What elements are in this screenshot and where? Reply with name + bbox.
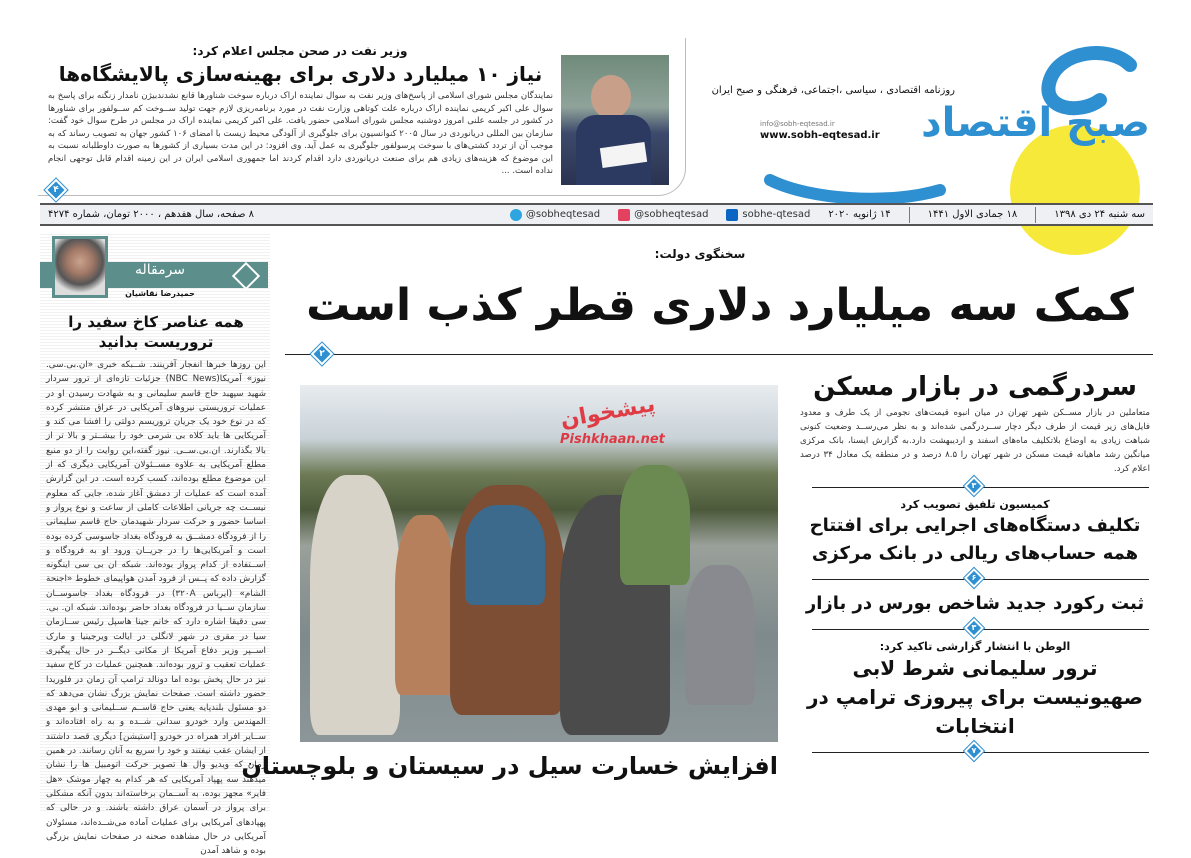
page-number: ۳: [971, 481, 977, 490]
masthead-name: صبح اقتصاد: [921, 100, 1150, 146]
page-number: ۳: [971, 623, 977, 632]
issue-info: ۸ صفحه، سال هفدهم ، ۲۰۰۰ تومان، شماره ۴۲۷۴: [48, 209, 255, 220]
masthead-website[interactable]: www.sobh-eqtesad.ir: [760, 130, 880, 141]
divider: [285, 354, 1153, 355]
right-column: [795, 368, 1155, 813]
accounts-kicker: کمیسیون تلفیق تصویب کرد: [900, 498, 1050, 511]
author-photo: [52, 236, 108, 298]
masthead-tagline: روزنامه اقتصادی ، سیاسی ،اجتماعی، فرهنگی و صبح ایران: [711, 85, 955, 96]
page-badge[interactable]: [964, 568, 984, 588]
masthead-email[interactable]: info@sobh-eqtesad.ir: [760, 120, 835, 128]
housing-body: متعاملین در بازار مســکن شهر تهران در میان انبوه قیمت‌های نجومی از یک طرف و معدود فایل‌های زیر قیمت از طرف دیگر دچار ســردرگمی شده‌اند و به نظر می‌رســد وضعیت کنونی شباهت زیادی به اوضاع بلاتکلیف ماه‌های اسفند و اردیبهشت دارد.به گزارش ایسنا، بانک مرکزی میانگین رشد ماهیانه قیمت مسکن در شهر تهران را ۸.۵ درصد و در منطقه یک معادل ۳۴ درصد اعلام کرد.: [800, 408, 1150, 474]
top-story-kicker: وزیر نفت در صحن مجلس اعلام کرد:: [192, 44, 408, 58]
telegram-link[interactable]: [510, 209, 600, 221]
page-number: ۶: [971, 573, 977, 582]
top-story-headline[interactable]: نیاز ۱۰ میلیارد دلاری برای بهینه‌سازی پالایشگاه‌ها: [58, 62, 543, 86]
lead-headline[interactable]: کمک سه میلیارد دلاری قطر کذب است: [306, 280, 1134, 331]
date-gregorian: ۱۴ ژانویه ۲۰۲۰: [828, 209, 891, 220]
soleimani-kicker: الوطن با انتشار گزارشی تاکید کرد:: [879, 640, 1071, 653]
lead-kicker: سخنگوی دولت:: [654, 247, 746, 261]
editorial-body: این روزها خبرها انفجار آفرینند. شــبکه خبری «ان.بی.سی. نیوز» آمریکا(NBC News) جزئیات تازه‌ای از ترور سردار شهید سپهبد حاج قاسم سلیمانی و به شهادت رسیدن او در عملیات تروریستی نیروهای آمریکایی در عراق منتشر کرده که در نوع خود یک جریان تروریسم دولتی را افشا می کند و آمریکایی ها باید کلاه بی شرمی خود را بیشــتر و بالا تر از بالا بگذارند. ان.بی.ســی. نیوز گفته،این روایت را از دو منبع مطلع آمریکایی به علاوه مســئولان آمریکایی دیگری که از این موضوع مطلع بوده‌اند، کسب کرده است. در این گزارش آمده است که عملیات از دمشق آغاز شده، جایی که معلوم نیســت چه جریانی اطلاعات کاملی از ساعت و نوع پرواز و اساسا حضور و حرکت سردار شهیدمان حاج قاسم سلیمانی را از فرودگاه دمشــق به فرودگاه بغداد جاسوسی کرده بوده است و آمریکایی‌ها را در جریــان ورود او به فرودگاه و اســتفاده از کدام پرواز بوده‌اند. شبکه ان بی سی اینگونه گزارش داده که پــس از فرود آمدن هواپیمای خطوط «اجنحة الشام» (ایرباس ۳۲۰A) در فرودگاه بغداد جاسوســان سازمان ســیا در فرودگاه بغداد حاضر بوده‌اند. شبکه ان. بی. سی دقیقا اشاره دارد که خانم جینا هاسپل رئیس ســازمان سیا در مقری در شهر لانگلی در ایالت ویرجینیا و مارک اســپر وزیر دفاع آمریکا از مکانی دیگــر در حال پیگیری عملیات تعقیب و ترور بوده‌اند. همچنین عملیات در کاخ سفید نیز در حال پخش بوده اما دونالد ترامپ آن زمان در فلوریدا حضور داشته است. صفحات نمایش بزرگ نشان می‌دهد که دو مسئول بلندپایه یعنی حاج قاســم ســلیمانی و ابو مهدی المهندس وارد خودرو سدانی شــده و به راه افتاده‌اند و ســایر افراد همراه در خودرو [استیشن] دیگری قصد داشتند از ایشان عقب نیفتند و خود را سریع به آنان رسانند. در همین زمان که ویدیو وال ها تصویر حرکت اتومبیل ها را نشان میدهند سه پهپاد آمریکایی که هر کدام به چهار موشک «هل فایر» مجهز بوده، به آســمان برخاسته‌اند بدون آنکه مشکلی برای پرواز در آسمان عراق داشته باشند. و در حالی که پهپادهای آمریکایی برای عملیات آماده می‌شــده‌اند، مسئولان آمریکایی در حال مشاهده صحنه در صفحات نمایش بزرگی بوده و شاهد آمدن: [46, 360, 266, 857]
top-story-body: نمایندگان مجلس شورای اسلامی از پاسخ‌های وزیر نفت به سوال نماینده اراک درباره سوخت شناورها قانع نشدند‌بیژن نامدار زنگنه برای پاسخ به سوال علی اکبر کریمی نماینده اراک درباره علت کوتاهی وزارت نفت در مورد برنامه‌ریزی لازم جهت تولید ســوخت کم ســولفور برای شناورها در کشور در جلسه علنی امروز دوشنبه مجلس شورای اسلامی حضور یافت. علی اکبر کریمی نماینده اراک در مجلس در طرح سوال خود گفت: سازمان بین المللی دریانوردی در سال ۲۰۰۵ کنوانسیون برای جلوگیری از آلودگی محیط زیست با امضای ۱۰۶ کشور جهان به تصویب رساند که به موجب آن از تردد کشتی‌های با سوخت پرسولفور جلوگیری به عمل آید. وی افزود: در این مدت بسیاری از کشورها به صورت داوطلبانه نسبت به این موضوع که هزینه‌های زیادی هم برای صنعت دریانوردی دارد اقدام کردند اما جمهوری اسلامی ایران در این زمینه اقدام قابل توجهی انجام نداده است. ...: [48, 91, 553, 176]
watermark-url: Pishkhaan.net: [560, 432, 665, 447]
linkedin-link[interactable]: [726, 209, 810, 221]
instagram-link[interactable]: [618, 209, 708, 221]
housing-headline[interactable]: سردرگمی در بازار مسکن: [813, 372, 1137, 402]
divider: [795, 741, 1152, 763]
divider: [795, 476, 1152, 498]
page-badge[interactable]: [311, 343, 334, 366]
accounts-headline[interactable]: تکلیف دستگاه‌های اجرایی برای افتتاح همه حساب‌های ریالی در بانک مرکزی: [809, 515, 1141, 564]
instagram-icon: [618, 209, 630, 221]
telegram-icon: [510, 209, 522, 221]
bourse-headline[interactable]: ثبت رکورد جدید شاخص بورس در بازار: [805, 593, 1145, 614]
watermark-logo: پیشخوان: [558, 391, 658, 434]
flood-photo: [300, 385, 778, 742]
editorial-author: حمیدرضا نقاشیان: [125, 289, 195, 298]
page-badge[interactable]: [964, 741, 984, 761]
top-story-photo: [561, 55, 669, 185]
page-badge[interactable]: [964, 476, 984, 496]
soleimani-headline[interactable]: ترور سلیمانی شرط لابی صهیونیست برای پیروزی ترامپ در انتخابات: [807, 656, 1143, 738]
linkedin-icon: [726, 209, 738, 221]
divider: [795, 568, 1152, 590]
page-number: ۲: [319, 349, 325, 359]
date-hijri: ۱۸ جمادی الاول ۱۴۴۱: [927, 209, 1018, 220]
divider: [795, 618, 1152, 640]
page-badge[interactable]: [964, 618, 984, 638]
info-bar: [40, 203, 1153, 226]
instagram-handle: @sobheqtesad: [634, 209, 709, 220]
photo-caption[interactable]: افزایش خسارت سیل در سیستان و بلوچستان: [241, 752, 778, 780]
date-persian: سه شنبه ۲۴ دی ۱۳۹۸: [1054, 209, 1145, 220]
telegram-handle: @sobheqtesad: [525, 209, 601, 220]
editorial-title[interactable]: همه عناصر کاخ سفید را تروریست بدانید: [68, 313, 244, 351]
linkedin-handle: sobhe-qtesad: [742, 209, 811, 220]
page-number: ۴: [53, 185, 59, 195]
page-number: ۷: [971, 746, 977, 755]
editorial-label: سرمقاله: [134, 262, 186, 278]
